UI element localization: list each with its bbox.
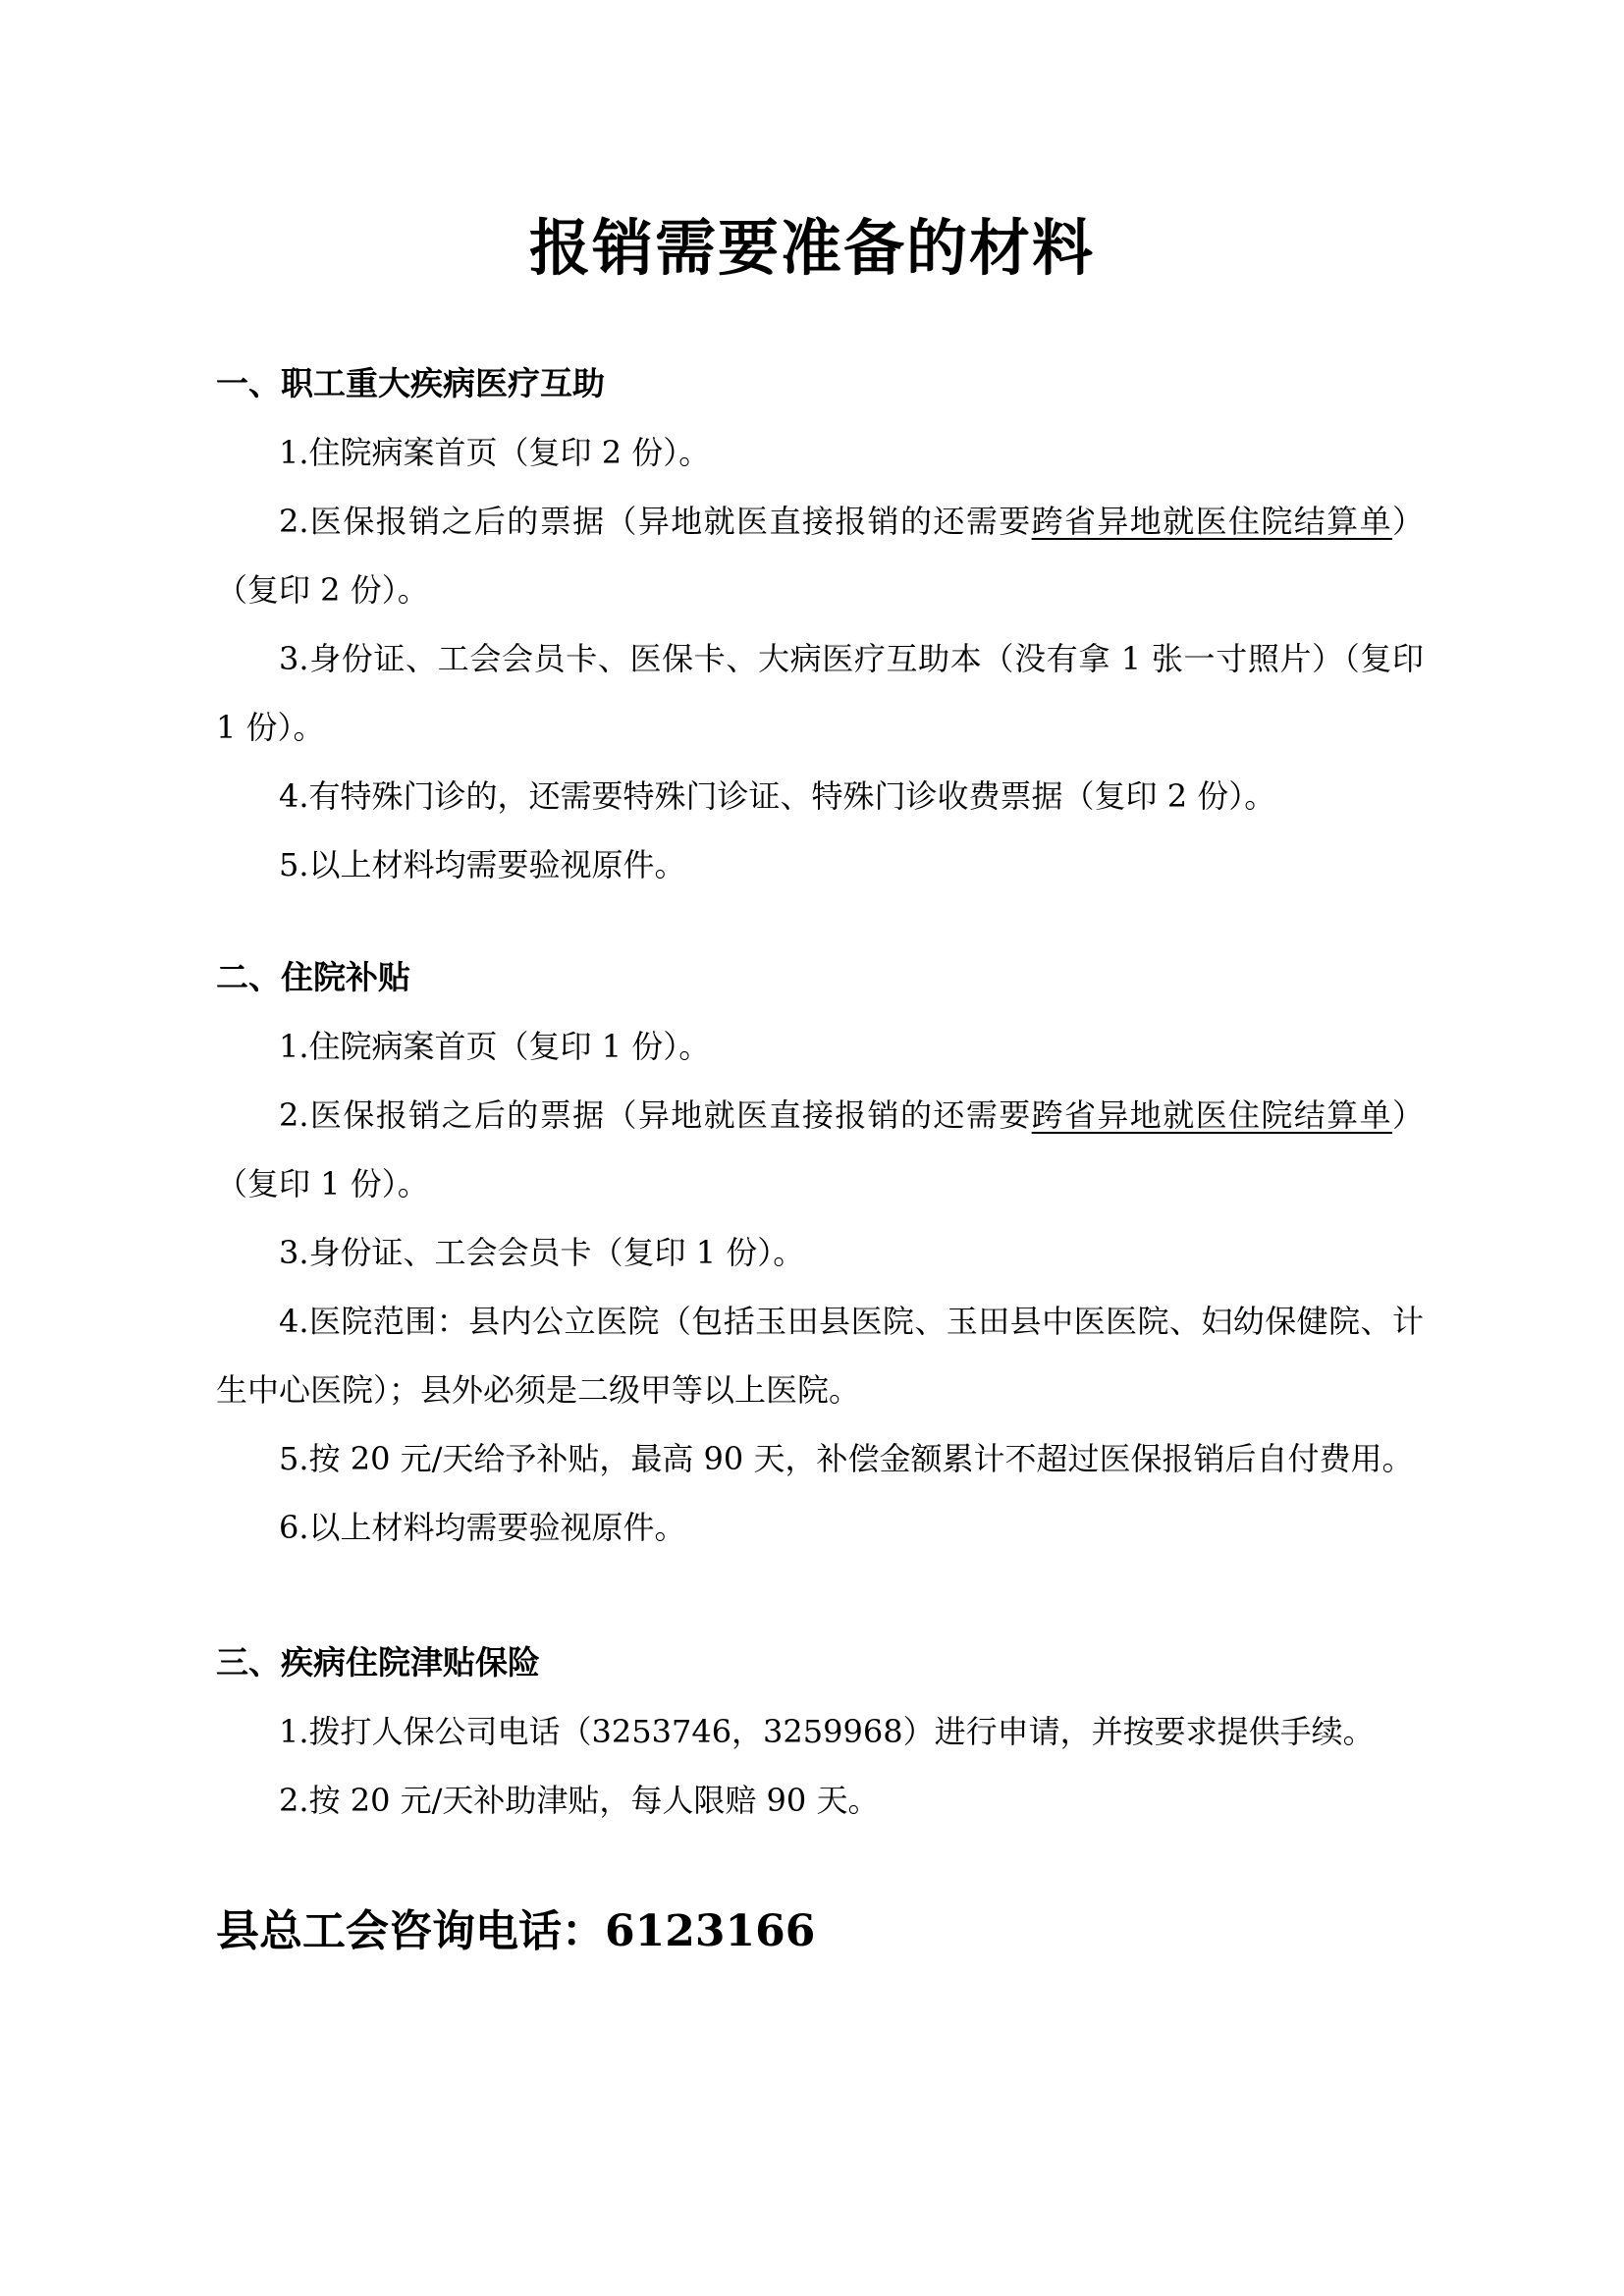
item-text: 2.医保报销之后的票据（异地就医直接报销的还需要 — [279, 1096, 1032, 1134]
list-item: 3.身份证、工会会员卡、医保卡、大病医疗互助本（没有拿 1 张一寸照片）（复印 1 份）。 — [216, 640, 1424, 746]
list-item: 1.住院病案首页（复印 2 份）。 — [279, 434, 711, 471]
list-item: 1.拨打人保公司电话（3253746，3259968）进行申请，并按要求提供手续。 — [279, 1713, 1375, 1750]
list-item: 3.身份证、工会会员卡（复印 1 份）。 — [279, 1234, 805, 1271]
section-hospital-allowance-insurance — [216, 1629, 1424, 1835]
section-major-illness-mutual-aid — [216, 349, 1424, 899]
list-item — [216, 487, 1424, 624]
section-heading: 一、职工重大疾病医疗互助 — [216, 364, 605, 402]
list-item: 6.以上材料均需要验视原件。 — [279, 1509, 686, 1546]
underlined-document-name: 跨省异地就医住院结算单 — [1031, 1096, 1392, 1134]
item-text: ）（复印 1 份）。 — [216, 1096, 1424, 1202]
contact-phone: 县总工会咨询电话：6123166 — [216, 1906, 816, 1956]
list-item: 2.按 20 元/天补助津贴，每人限赔 90 天。 — [279, 1782, 880, 1819]
underlined-document-name: 跨省异地就医住院结算单 — [1031, 503, 1392, 540]
list-item: 4.医院范围：县内公立医院（包括玉田县医院、玉田县中医医院、妇幼保健院、计生中心医院）；县外必须是二级甲等以上医院。 — [216, 1303, 1424, 1409]
list-item: 4.有特殊门诊的，还需要特殊门诊证、特殊门诊收费票据（复印 2 份）。 — [279, 777, 1276, 815]
item-text: ）（复印 2 份）。 — [216, 503, 1424, 609]
list-item: 5.按 20 元/天给予补贴，最高 90 天，补偿金额累计不超过医保报销后自付费用。 — [279, 1440, 1414, 1477]
item-text: 2.医保报销之后的票据（异地就医直接报销的还需要 — [279, 503, 1032, 540]
page-title: 报销需要准备的材料 — [528, 212, 1095, 284]
section-heading: 二、住院补贴 — [216, 958, 410, 996]
list-item: 5.以上材料均需要验视原件。 — [279, 846, 686, 883]
section-hospitalization-subsidy — [216, 943, 1424, 1562]
list-item — [216, 1081, 1424, 1218]
section-heading: 三、疾病住院津贴保险 — [216, 1643, 540, 1682]
list-item: 1.住院病案首页（复印 1 份）。 — [279, 1028, 711, 1065]
